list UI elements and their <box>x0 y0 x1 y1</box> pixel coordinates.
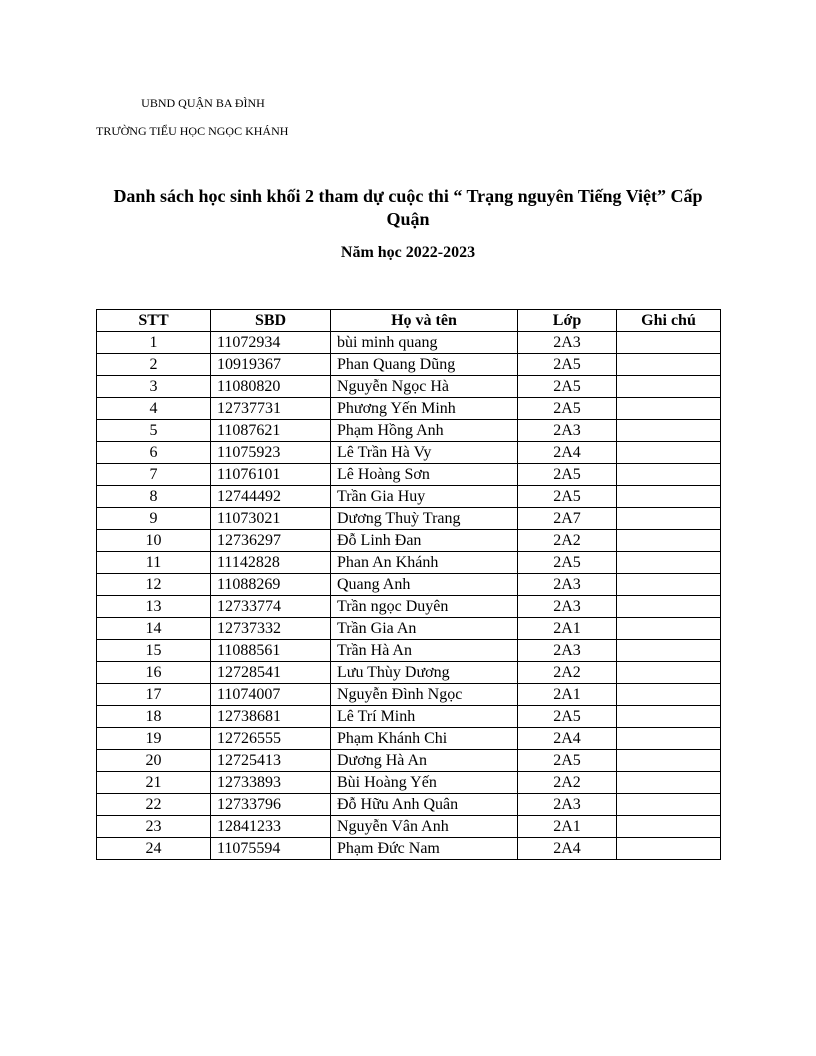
cell-stt: 4 <box>97 398 211 420</box>
cell-note <box>617 838 721 860</box>
cell-sbd: 10919367 <box>211 354 331 376</box>
cell-stt: 7 <box>97 464 211 486</box>
cell-name: Trần Gia An <box>331 618 518 640</box>
cell-sbd: 11088269 <box>211 574 331 596</box>
cell-class: 2A5 <box>518 552 617 574</box>
table-row <box>97 508 721 530</box>
table-row <box>97 332 721 354</box>
cell-class: 2A3 <box>518 332 617 354</box>
table-row <box>97 530 721 552</box>
cell-sbd: 11073021 <box>211 508 331 530</box>
cell-sbd: 12728541 <box>211 662 331 684</box>
cell-class: 2A4 <box>518 442 617 464</box>
cell-sbd: 12733774 <box>211 596 331 618</box>
cell-note <box>617 486 721 508</box>
cell-stt: 12 <box>97 574 211 596</box>
cell-name: Trần Hà An <box>331 640 518 662</box>
cell-stt: 5 <box>97 420 211 442</box>
cell-note <box>617 376 721 398</box>
cell-stt: 16 <box>97 662 211 684</box>
cell-name: Trần Gia Huy <box>331 486 518 508</box>
cell-note <box>617 662 721 684</box>
cell-name: Phạm Hồng Anh <box>331 420 518 442</box>
cell-name: Phương Yến Minh <box>331 398 518 420</box>
cell-name: Lê Trí Minh <box>331 706 518 728</box>
cell-sbd: 11080820 <box>211 376 331 398</box>
cell-stt: 24 <box>97 838 211 860</box>
cell-sbd: 12733796 <box>211 794 331 816</box>
cell-stt: 1 <box>97 332 211 354</box>
cell-name: Bùi Hoàng Yến <box>331 772 518 794</box>
column-header-note: Ghi chú <box>617 310 721 332</box>
cell-stt: 23 <box>97 816 211 838</box>
cell-class: 2A3 <box>518 640 617 662</box>
cell-name: Đỗ Linh Đan <box>331 530 518 552</box>
cell-sbd: 12737332 <box>211 618 331 640</box>
district-header: UBND QUẬN BA ĐÌNH <box>141 96 265 110</box>
cell-class: 2A3 <box>518 596 617 618</box>
cell-note <box>617 618 721 640</box>
cell-class: 2A4 <box>518 728 617 750</box>
table-row <box>97 816 721 838</box>
cell-note <box>617 552 721 574</box>
cell-class: 2A5 <box>518 464 617 486</box>
table-row <box>97 376 721 398</box>
school-header: TRƯỜNG TIỂU HỌC NGỌC KHÁNH <box>96 124 289 138</box>
cell-stt: 22 <box>97 794 211 816</box>
cell-class: 2A4 <box>518 838 617 860</box>
cell-name: Dương Hà An <box>331 750 518 772</box>
cell-note <box>617 728 721 750</box>
cell-stt: 2 <box>97 354 211 376</box>
cell-stt: 20 <box>97 750 211 772</box>
cell-class: 2A5 <box>518 354 617 376</box>
cell-sbd: 12733893 <box>211 772 331 794</box>
cell-class: 2A3 <box>518 574 617 596</box>
column-header-sbd: SBD <box>211 310 331 332</box>
cell-class: 2A5 <box>518 706 617 728</box>
table-row <box>97 772 721 794</box>
cell-name: Đỗ Hữu Anh Quân <box>331 794 518 816</box>
cell-stt: 15 <box>97 640 211 662</box>
table-row <box>97 706 721 728</box>
cell-name: Nguyễn Vân Anh <box>331 816 518 838</box>
table-row <box>97 838 721 860</box>
table-header-row <box>97 310 721 332</box>
cell-class: 2A1 <box>518 684 617 706</box>
table-row <box>97 574 721 596</box>
cell-note <box>617 332 721 354</box>
cell-stt: 11 <box>97 552 211 574</box>
cell-stt: 18 <box>97 706 211 728</box>
cell-sbd: 12841233 <box>211 816 331 838</box>
cell-note <box>617 794 721 816</box>
cell-sbd: 12736297 <box>211 530 331 552</box>
cell-stt: 21 <box>97 772 211 794</box>
table-row <box>97 684 721 706</box>
cell-stt: 17 <box>97 684 211 706</box>
cell-name: Phạm Khánh Chi <box>331 728 518 750</box>
cell-stt: 3 <box>97 376 211 398</box>
cell-stt: 10 <box>97 530 211 552</box>
table-row <box>97 354 721 376</box>
cell-sbd: 12744492 <box>211 486 331 508</box>
table-row <box>97 398 721 420</box>
cell-sbd: 11072934 <box>211 332 331 354</box>
table-row <box>97 618 721 640</box>
cell-name: Phan An Khánh <box>331 552 518 574</box>
table-row <box>97 794 721 816</box>
table-row <box>97 662 721 684</box>
column-header-class: Lớp <box>518 310 617 332</box>
cell-note <box>617 750 721 772</box>
student-table <box>96 309 721 860</box>
cell-name: Nguyễn Đình Ngọc <box>331 684 518 706</box>
cell-name: Lê Hoàng Sơn <box>331 464 518 486</box>
cell-sbd: 11088561 <box>211 640 331 662</box>
cell-name: Dương Thuỳ Trang <box>331 508 518 530</box>
cell-stt: 6 <box>97 442 211 464</box>
cell-class: 2A5 <box>518 750 617 772</box>
cell-class: 2A1 <box>518 816 617 838</box>
cell-note <box>617 640 721 662</box>
column-header-stt: STT <box>97 310 211 332</box>
cell-class: 2A2 <box>518 772 617 794</box>
table-row <box>97 640 721 662</box>
cell-class: 2A5 <box>518 376 617 398</box>
cell-class: 2A2 <box>518 530 617 552</box>
cell-note <box>617 684 721 706</box>
table-row <box>97 728 721 750</box>
cell-sbd: 11142828 <box>211 552 331 574</box>
cell-note <box>617 706 721 728</box>
cell-note <box>617 508 721 530</box>
cell-sbd: 12738681 <box>211 706 331 728</box>
cell-sbd: 12726555 <box>211 728 331 750</box>
cell-note <box>617 442 721 464</box>
table-row <box>97 596 721 618</box>
table-body <box>97 332 721 860</box>
cell-name: bùi minh quang <box>331 332 518 354</box>
cell-note <box>617 816 721 838</box>
cell-sbd: 11075923 <box>211 442 331 464</box>
cell-note <box>617 464 721 486</box>
cell-note <box>617 420 721 442</box>
cell-class: 2A7 <box>518 508 617 530</box>
cell-note <box>617 354 721 376</box>
cell-sbd: 11074007 <box>211 684 331 706</box>
cell-stt: 14 <box>97 618 211 640</box>
column-header-name: Họ và tên <box>331 310 518 332</box>
cell-class: 2A1 <box>518 618 617 640</box>
cell-stt: 9 <box>97 508 211 530</box>
cell-sbd: 12725413 <box>211 750 331 772</box>
cell-stt: 8 <box>97 486 211 508</box>
table-row <box>97 486 721 508</box>
cell-sbd: 11075594 <box>211 838 331 860</box>
cell-name: Nguyễn Ngọc Hà <box>331 376 518 398</box>
cell-sbd: 11076101 <box>211 464 331 486</box>
cell-sbd: 11087621 <box>211 420 331 442</box>
document-title: Danh sách học sinh khối 2 tham dự cuộc thi “ Trạng nguyên Tiếng Việt” Cấp Quận <box>113 186 703 229</box>
cell-name: Lưu Thùy Dương <box>331 662 518 684</box>
cell-class: 2A5 <box>518 486 617 508</box>
cell-note <box>617 530 721 552</box>
cell-name: Phan Quang Dũng <box>331 354 518 376</box>
cell-note <box>617 574 721 596</box>
cell-class: 2A3 <box>518 794 617 816</box>
table-row <box>97 420 721 442</box>
cell-name: Lê Trần Hà Vy <box>331 442 518 464</box>
cell-stt: 19 <box>97 728 211 750</box>
cell-note <box>617 772 721 794</box>
table-row <box>97 442 721 464</box>
table-row <box>97 464 721 486</box>
cell-class: 2A2 <box>518 662 617 684</box>
cell-stt: 13 <box>97 596 211 618</box>
cell-note <box>617 398 721 420</box>
table-row <box>97 750 721 772</box>
cell-name: Phạm Đức Nam <box>331 838 518 860</box>
cell-name: Trần ngọc Duyên <box>331 596 518 618</box>
school-year: Năm học 2022-2023 <box>340 244 476 261</box>
cell-note <box>617 596 721 618</box>
cell-sbd: 12737731 <box>211 398 331 420</box>
table-row <box>97 552 721 574</box>
cell-class: 2A5 <box>518 398 617 420</box>
cell-name: Quang Anh <box>331 574 518 596</box>
cell-class: 2A3 <box>518 420 617 442</box>
